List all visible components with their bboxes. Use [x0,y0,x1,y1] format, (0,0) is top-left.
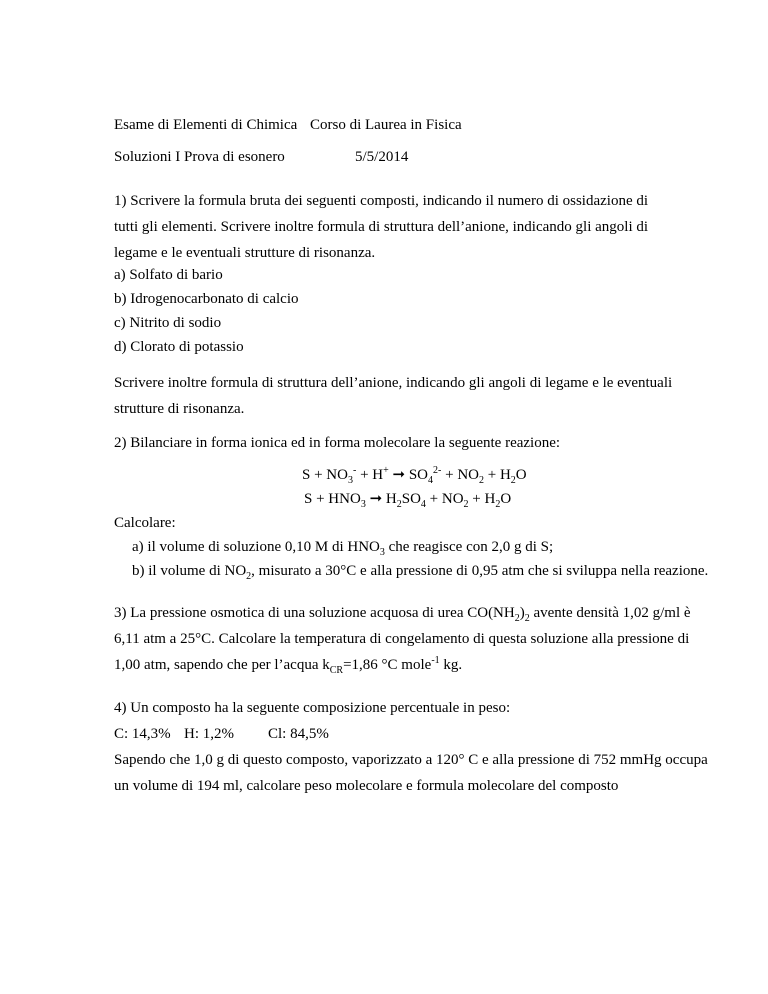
exam-date: 5/5/2014 [355,149,409,165]
q3-line-1: 3) La pressione osmotica di una soluzione acquosa di urea $CO(NH_2)_2$ avente densità 1,02 g/ml è [114,605,691,624]
q4-chlorine: Cl: 84,5% [268,726,329,742]
q1-item-a: a) Solfato di bario [114,267,223,283]
q1-item-b: b) Idrogenocarbonato di calcio [114,291,299,307]
q4-carbon: C: 14,3% [114,726,171,742]
q4-line-4: un volume di 194 ml, calcolare peso molecolare e formula molecolare del composto [114,778,619,794]
molecular-equation: $S + HNO_3$ ➞ $H_2SO_4 + NO_2 + H_2O$ [304,491,512,510]
exam-title: Esame di Elementi di Chimica [114,117,298,133]
q4-hydrogen: H: 1,2% [184,726,234,742]
q2-item-a: a) il volume di soluzione 0,10 M di $HNO_3$ che reagisce con 2,0 g di S; [132,539,554,558]
degree-title: Corso di Laurea in Fisica [310,117,462,133]
q1-item-c: c) Nitrito di sodio [114,315,222,331]
calculate-label: Calcolare: [114,515,176,531]
ionic-equation: $S + NO_3^- + H^+$ ➞ $SO_4^{2-} + NO_2 + H_2O$ [302,465,527,486]
q1-note: Scrivere inoltre formula di struttura dell’anione, indicando gli angoli di legame e le eventuali strutture di risonanza. [114,375,673,417]
q4-line-1: 4) Un composto ha la seguente composizione percentuale in peso: [114,700,511,716]
test-title: Soluzioni I Prova di esonero [114,149,285,165]
q1-item-d: d) Clorato di potassio [114,339,244,355]
arrow-right-icon: ➞ [392,467,406,483]
arrow-right-icon: ➞ [369,491,383,507]
q2-item-b: b) il volume di $NO_2$, misurato a 30°C e alla pressione di 0,95 atm che si sviluppa nella reazione. [132,563,709,582]
q3-line-3: 1,00 atm, sapendo che per l’acqua $k_{CR}=1,86$ °C mole$^{-1}$ kg. [114,655,463,676]
question-2-text: 2) Bilanciare in forma ionica ed in forma molecolare la seguente reazione: [114,435,561,451]
q4-line-3: Sapendo che 1,0 g di questo composto, vaporizzato a 120° C e alla pressione di 752 mmHg occupa [114,752,708,768]
question-1-text: 1) Scrivere la formula bruta dei seguenti composti, indicando il numero di ossidazione di tutti gli elementi. Scrivere inoltre formula di struttura dell’anione, indicando gli angoli di legame e le eventuali strutture di risonanza. [114,193,649,261]
q3-line-2: 6,11 atm a 25°C. Calcolare la temperatura di congelamento di questa soluzione alla pressione di [114,631,690,647]
